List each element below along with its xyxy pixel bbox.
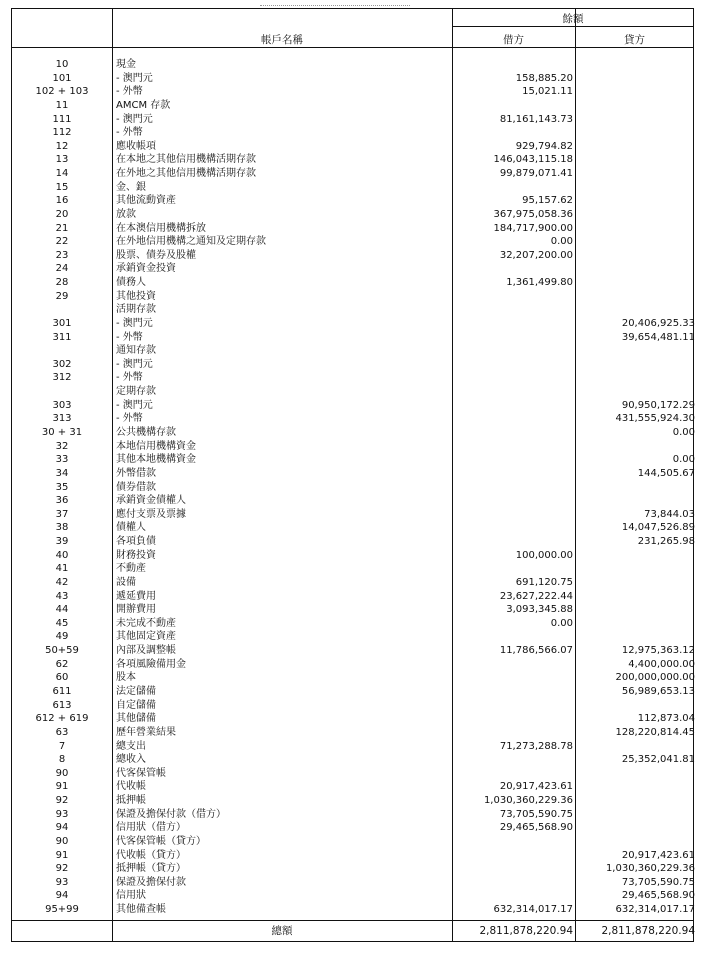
- account-name: 金、銀: [116, 181, 146, 193]
- table-row: [12, 876, 693, 890]
- header-bottom-border: [12, 47, 693, 48]
- account-code: 612 + 619: [35, 713, 89, 725]
- table-row: [12, 726, 693, 740]
- account-name: 債權人: [116, 522, 146, 534]
- account-name: 其他流動資產: [116, 195, 176, 207]
- total-credit: 2,811,878,220.94: [601, 925, 695, 937]
- table-row: [12, 467, 693, 481]
- account-name: 通知存款: [116, 345, 156, 357]
- table-row: [12, 903, 693, 917]
- debit-amount: 81,161,143.73: [499, 113, 573, 125]
- debit-amount: 146,043,115.18: [493, 154, 573, 166]
- account-name: 其他投資: [116, 290, 156, 302]
- table-row: [12, 235, 693, 249]
- credit-amount: 0.00: [672, 454, 695, 466]
- table-row: [12, 222, 693, 236]
- table-row: [12, 358, 693, 372]
- table-row: [12, 849, 693, 863]
- account-name: - 外幣: [116, 331, 143, 343]
- table-row: [12, 194, 693, 208]
- debit-amount: 367,975,058.36: [493, 208, 573, 220]
- account-name: 自定儲備: [116, 699, 156, 711]
- credit-amount: 73,844.03: [644, 508, 695, 520]
- account-code: 302: [52, 358, 72, 370]
- debit-amount: 0.00: [550, 236, 573, 248]
- credit-amount: 20,406,925.33: [621, 317, 695, 329]
- table-row: [12, 399, 693, 413]
- credit-amount: 632,314,017.17: [615, 904, 695, 916]
- table-row: [12, 753, 693, 767]
- account-name: - 外幣: [116, 86, 143, 98]
- account-name: 債券借款: [116, 481, 156, 493]
- account-name: 其他固定資產: [116, 631, 176, 643]
- table-row: [12, 385, 693, 399]
- table-row: [12, 603, 693, 617]
- account-name: 內部及調整帳: [116, 645, 176, 657]
- table-row: [12, 262, 693, 276]
- top-cut-edge: [260, 0, 410, 6]
- account-code: 313: [52, 413, 72, 425]
- table-row: [12, 862, 693, 876]
- table-row: [12, 208, 693, 222]
- account-code: 60: [55, 672, 69, 684]
- table-row: [12, 780, 693, 794]
- account-code: 8: [58, 754, 66, 766]
- table-row: [12, 794, 693, 808]
- debit-amount: 691,120.75: [515, 576, 573, 588]
- account-code: 93: [55, 808, 69, 820]
- account-code: 35: [55, 481, 69, 493]
- account-code: 33: [55, 454, 69, 466]
- account-code: 32: [55, 440, 69, 452]
- account-name: - 澳門元: [116, 72, 153, 84]
- credit-amount: 1,030,360,229.36: [605, 863, 695, 875]
- table-row: [12, 658, 693, 672]
- account-code: 43: [55, 590, 69, 602]
- account-name: 遞延費用: [116, 590, 156, 602]
- table-row: [12, 276, 693, 290]
- account-name: 其他儲備: [116, 713, 156, 725]
- account-code: 14: [55, 168, 69, 180]
- account-name: 歷年營業結果: [116, 726, 176, 738]
- table-row: [12, 453, 693, 467]
- account-code: 44: [55, 604, 69, 616]
- total-label: 總額: [271, 925, 293, 937]
- table-row: [12, 740, 693, 754]
- table-row: [12, 835, 693, 849]
- table-row: [12, 821, 693, 835]
- total-debit: 2,811,878,220.94: [479, 925, 573, 937]
- account-code: 36: [55, 495, 69, 507]
- table-row: [12, 671, 693, 685]
- account-code: 12: [55, 140, 69, 152]
- table-row: [12, 72, 693, 86]
- debit-amount: 15,021.11: [522, 86, 573, 98]
- account-name: 信用狀: [116, 890, 146, 902]
- account-name: 在外地之其他信用機構活期存款: [116, 168, 256, 180]
- credit-amount: 56,989,653.13: [621, 685, 695, 697]
- credit-amount: 20,917,423.61: [621, 849, 695, 861]
- account-name: 在外地信用機構之通知及定期存款: [116, 236, 266, 248]
- account-name: - 澳門元: [116, 113, 153, 125]
- account-name: 抵押帳（貸方）: [116, 863, 186, 875]
- debit-amount: 100,000.00: [515, 549, 573, 561]
- account-code: 63: [55, 726, 69, 738]
- account-name: 總支出: [116, 740, 146, 752]
- account-name: 定期存款: [116, 386, 156, 398]
- account-code: 50+59: [45, 645, 79, 657]
- account-name: 股票、債券及股權: [116, 249, 196, 261]
- account-name: 抵押帳: [116, 795, 146, 807]
- account-code: 16: [55, 195, 69, 207]
- table-row: [12, 99, 693, 113]
- account-name: 承銷資金債權人: [116, 495, 186, 507]
- table-row: [12, 331, 693, 345]
- balance-sheet-table: [11, 8, 694, 942]
- table-row: [12, 521, 693, 535]
- table-row: [12, 58, 693, 72]
- debit-amount: 23,627,222.44: [499, 590, 573, 602]
- debit-amount: 3,093,345.88: [506, 604, 573, 616]
- table-row: [12, 113, 693, 127]
- account-name: 外幣借款: [116, 467, 156, 479]
- debit-amount: 29,465,568.90: [499, 822, 573, 834]
- account-code: 92: [55, 863, 69, 875]
- table-row: [12, 590, 693, 604]
- credit-amount: 231,265.98: [637, 536, 695, 548]
- account-name: 活期存款: [116, 304, 156, 316]
- account-name: - 澳門元: [116, 399, 153, 411]
- table-row: [12, 290, 693, 304]
- account-code: 301: [52, 317, 72, 329]
- credit-amount: 25,352,041.81: [621, 754, 695, 766]
- account-name: 承銷資金投資: [116, 263, 176, 275]
- account-code: 611: [52, 685, 72, 697]
- account-code: 15: [55, 181, 69, 193]
- account-code: 30 + 31: [41, 427, 83, 438]
- account-name: 代收帳（貸方）: [116, 849, 186, 861]
- account-code: 45: [55, 617, 69, 629]
- credit-amount: 39,654,481.11: [621, 331, 695, 343]
- account-name: 債務人: [116, 277, 146, 289]
- table-row: [12, 712, 693, 726]
- account-code: 23: [55, 249, 69, 261]
- account-name: 財務投資: [116, 549, 156, 561]
- account-name: 放款: [116, 208, 136, 220]
- account-name: 未完成不動產: [116, 617, 176, 629]
- table-row: [12, 644, 693, 658]
- table-row: [12, 549, 693, 563]
- credit-amount: 14,047,526.89: [621, 522, 695, 534]
- debit-amount: 158,885.20: [515, 72, 573, 84]
- table-row: [12, 126, 693, 140]
- account-name: 代客保管帳（貸方）: [116, 835, 206, 847]
- debit-header: 借方: [503, 34, 524, 46]
- account-code: 101: [52, 72, 72, 84]
- debit-amount: 95,157.62: [522, 195, 573, 207]
- account-name: - 澳門元: [116, 358, 153, 370]
- credit-amount: 4,400,000.00: [628, 658, 695, 670]
- debit-amount: 184,717,900.00: [493, 222, 573, 234]
- table-row: [12, 562, 693, 576]
- table-row: [12, 535, 693, 549]
- table-row: [12, 371, 693, 385]
- credit-amount: 431,555,924.30: [615, 413, 695, 425]
- table-row: [12, 303, 693, 317]
- account-name: 不動產: [116, 563, 146, 575]
- account-name: 各項負債: [116, 536, 156, 548]
- table-row: [12, 167, 693, 181]
- account-code: 312: [52, 372, 72, 384]
- account-code: 29: [55, 290, 69, 302]
- debit-amount: 99,879,071.41: [499, 168, 573, 180]
- account-code: 49: [55, 631, 69, 643]
- credit-amount: 0.00: [672, 427, 695, 438]
- account-name: 在本地之其他信用機構活期存款: [116, 154, 256, 166]
- debit-amount: 929,794.82: [515, 140, 573, 152]
- account-name: 應收帳項: [116, 140, 156, 152]
- account-code: 28: [55, 277, 69, 289]
- header-divider: [452, 26, 693, 27]
- account-code: 22: [55, 236, 69, 248]
- table-row: [12, 440, 693, 454]
- account-name: 各項風險備用金: [116, 658, 186, 670]
- account-name: 法定儲備: [116, 685, 156, 697]
- account-name: - 外幣: [116, 127, 143, 139]
- table-row: [12, 344, 693, 358]
- account-code: 93: [55, 876, 69, 888]
- debit-amount: 32,207,200.00: [499, 249, 573, 261]
- account-code: 62: [55, 658, 69, 670]
- account-code: 102 + 103: [35, 86, 89, 98]
- account-code: 20: [55, 208, 69, 220]
- debit-amount: 11,786,566.07: [499, 645, 573, 657]
- account-code: 90: [55, 767, 69, 779]
- table-row: [12, 249, 693, 263]
- account-code: 7: [58, 740, 66, 752]
- account-code: 95+99: [45, 904, 79, 916]
- account-name: 設備: [116, 576, 136, 588]
- table-row: [12, 85, 693, 99]
- credit-amount: 200,000,000.00: [615, 672, 695, 684]
- credit-header: 貸方: [624, 34, 645, 46]
- table-row: [12, 317, 693, 331]
- table-row: [12, 508, 693, 522]
- account-code: 10: [55, 59, 69, 70]
- account-code: 91: [55, 849, 69, 861]
- table-row: [12, 181, 693, 195]
- table-row: [12, 153, 693, 167]
- debit-amount: 1,361,499.80: [506, 277, 573, 289]
- account-code: 40: [55, 549, 69, 561]
- account-name: 股本: [116, 672, 136, 684]
- table-row: [12, 426, 693, 440]
- table-row: [12, 889, 693, 903]
- account-code: 24: [55, 263, 69, 275]
- account-name: 代收帳: [116, 781, 146, 793]
- credit-amount: 29,465,568.90: [621, 890, 695, 902]
- table-row: [12, 685, 693, 699]
- credit-amount: 73,705,590.75: [621, 876, 695, 888]
- total-row: [12, 920, 693, 942]
- table-row: [12, 576, 693, 590]
- account-name: 總收入: [116, 754, 146, 766]
- account-name: 信用狀（借方）: [116, 822, 186, 834]
- account-code: 13: [55, 154, 69, 166]
- credit-amount: 144,505.67: [637, 467, 695, 479]
- account-code: 91: [55, 781, 69, 793]
- account-code: 41: [55, 563, 69, 575]
- account-code: 11: [55, 99, 69, 111]
- debit-amount: 632,314,017.17: [493, 904, 573, 916]
- account-name: 現金: [116, 59, 136, 70]
- account-name: 公共機構存款: [116, 427, 176, 438]
- account-code: 92: [55, 795, 69, 807]
- credit-amount: 90,950,172.29: [621, 399, 695, 411]
- account-code: 303: [52, 399, 72, 411]
- account-code: 39: [55, 536, 69, 548]
- account-code: 38: [55, 522, 69, 534]
- account-name: 在本澳信用機構拆放: [116, 222, 206, 234]
- debit-amount: 71,273,288.78: [499, 740, 573, 752]
- account-name: - 外幣: [116, 372, 143, 384]
- balance-header: 餘額: [562, 13, 584, 25]
- debit-amount: 73,705,590.75: [499, 808, 573, 820]
- account-code: 613: [52, 699, 72, 711]
- table-row: [12, 630, 693, 644]
- account-name: 其他本地機構資金: [116, 454, 196, 466]
- table-row: [12, 481, 693, 495]
- table-row: [12, 140, 693, 154]
- account-name: AMCM 存款: [116, 99, 171, 111]
- debit-amount: 20,917,423.61: [499, 781, 573, 793]
- table-row: [12, 767, 693, 781]
- account-code: 94: [55, 890, 69, 902]
- credit-amount: 12,975,363.12: [621, 645, 695, 657]
- account-name: 本地信用機構資金: [116, 440, 196, 452]
- account-name: 開辦費用: [116, 604, 156, 616]
- account-name-header: 帳戶名稱: [261, 34, 303, 46]
- account-code: 94: [55, 822, 69, 834]
- account-code: 311: [52, 331, 72, 343]
- account-name: 應付支票及票據: [116, 508, 186, 520]
- account-name: - 外幣: [116, 413, 143, 425]
- account-name: 保證及擔保付款: [116, 876, 186, 888]
- credit-amount: 128,220,814.45: [615, 726, 695, 738]
- account-code: 90: [55, 835, 69, 847]
- table-row: [12, 494, 693, 508]
- debit-amount: 0.00: [550, 617, 573, 629]
- account-code: 112: [52, 127, 72, 139]
- credit-amount: 112,873.04: [637, 713, 695, 725]
- debit-amount: 1,030,360,229.36: [483, 795, 573, 807]
- table-row: [12, 808, 693, 822]
- account-code: 37: [55, 508, 69, 520]
- account-code: 21: [55, 222, 69, 234]
- account-name: 其他備查帳: [116, 904, 166, 916]
- table-row: [12, 617, 693, 631]
- account-code: 34: [55, 467, 69, 479]
- table-row: [12, 412, 693, 426]
- account-name: - 澳門元: [116, 317, 153, 329]
- table-row: [12, 699, 693, 713]
- account-name: 保證及擔保付款（借方）: [116, 808, 226, 820]
- account-name: 代客保管帳: [116, 767, 166, 779]
- account-code: 42: [55, 576, 69, 588]
- account-code: 111: [52, 113, 72, 125]
